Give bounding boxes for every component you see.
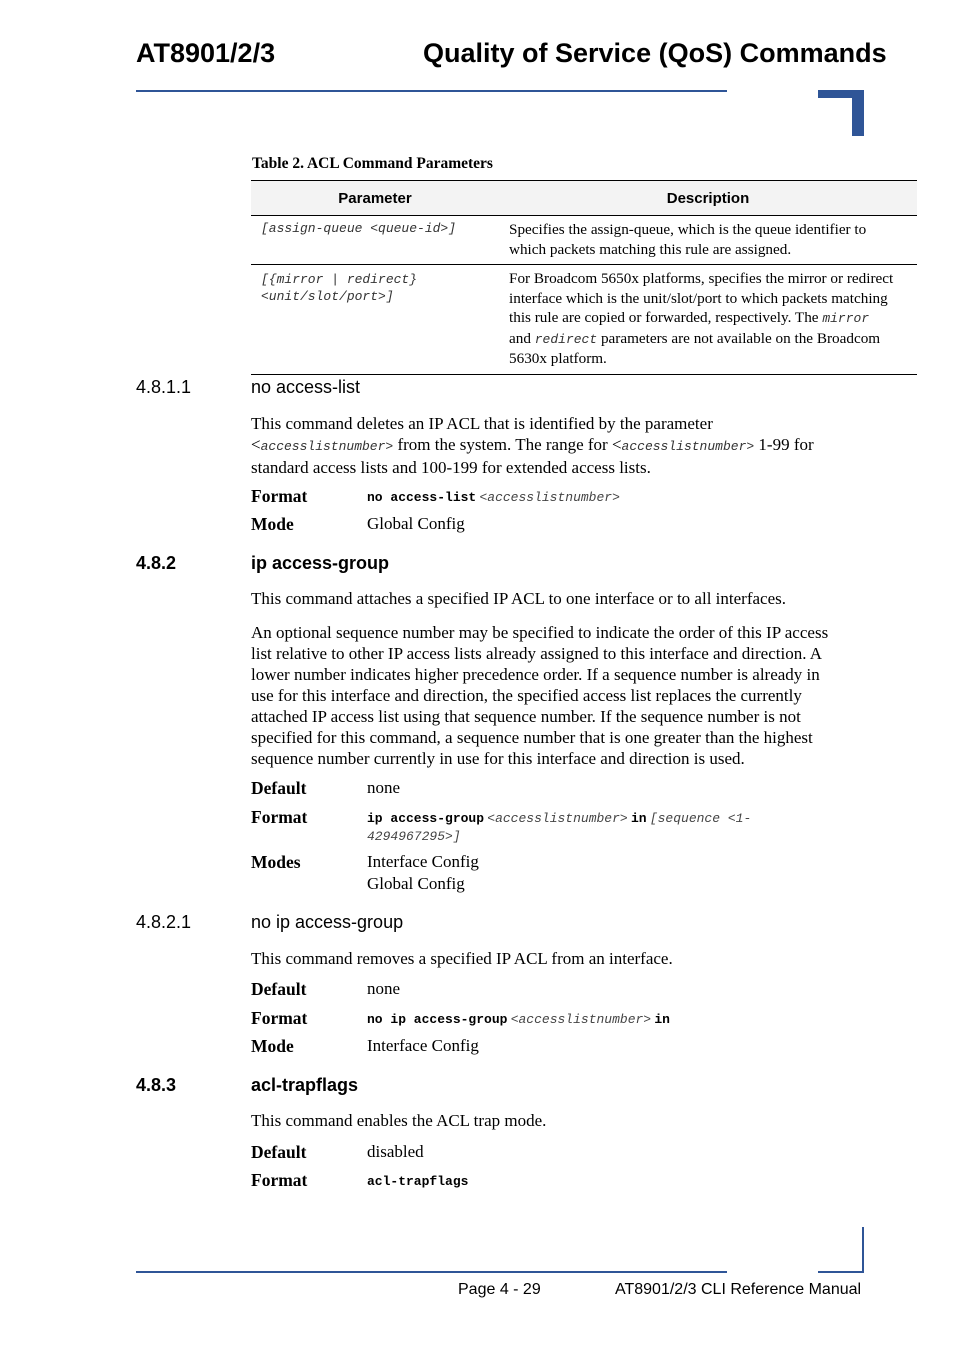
section-paragraph: This command attaches a specified IP ACL to one interface or to all interfaces. (251, 589, 786, 608)
description-line: which packets matching this rule are assigned. (509, 240, 792, 258)
section-paragraph (251, 622, 861, 769)
description-line: Specifies the assign-queue, which is the queue identifier to (509, 221, 867, 238)
format-label: Format (251, 807, 308, 827)
description-line: interface which is the unit/slot/port to which packets matching (509, 289, 888, 307)
header-rule (136, 90, 727, 92)
format-command (367, 1010, 670, 1029)
section-number: 4.8.1.1 (136, 377, 192, 397)
inline-code: accesslistnumber> (621, 439, 755, 454)
description-line (509, 308, 907, 329)
paragraph-text: 1-99 for (754, 435, 814, 454)
default-value: none (367, 979, 401, 998)
format-label: Format (251, 486, 308, 506)
mode-value: Interface Config (367, 1036, 479, 1055)
description-line: 5630x platform. (509, 350, 607, 367)
section-number: 4.8.2.1 (136, 912, 192, 932)
acl-parameters-table (251, 180, 917, 375)
param-cell (251, 216, 499, 265)
format-command-line (367, 809, 751, 828)
command-keyword: no ip access-group (367, 1012, 508, 1027)
format-label: Format (251, 1170, 308, 1190)
paragraph-line: use for this interface and direction, the specified access list replaces the currently (251, 686, 802, 705)
modes-value (367, 851, 479, 895)
section-title: no ip access-group (251, 912, 404, 932)
corner-mark-bottom-horizontal (818, 1271, 864, 1273)
header-product: AT8901/2/3 (136, 38, 276, 68)
param-text: <unit/slot/port>] (261, 289, 394, 304)
section-title: ip access-group (251, 553, 390, 573)
paragraph-line: list relative to other IP access lists already assigned to this interface and direction. A (251, 644, 823, 663)
description-line: For Broadcom 5650x platforms, specifies the mirror or redirect (509, 270, 894, 287)
command-argument: <accesslistnumber> (479, 490, 620, 505)
default-label: Default (251, 979, 307, 999)
paragraph-line: This command deletes an IP ACL that is identified by the parameter (251, 414, 713, 433)
modes-label: Modes (251, 852, 301, 872)
param-text: [assign-queue <queue-id>] (261, 221, 457, 236)
command-keyword: acl-trapflags (367, 1174, 469, 1189)
corner-mark-top-vertical (852, 90, 864, 136)
command-keyword: in (654, 1012, 670, 1027)
table-row (251, 265, 917, 375)
default-value: disabled (367, 1142, 424, 1161)
paragraph-line: sequence number currently in use for this interface and direction is used. (251, 749, 745, 768)
format-label: Format (251, 1008, 308, 1028)
column-header-description: Description (499, 181, 917, 216)
command-keyword: no access-list (367, 490, 477, 505)
footer-rule (136, 1271, 727, 1273)
section-title: acl-trapflags (251, 1075, 359, 1095)
command-argument: [sequence <1- (649, 811, 752, 826)
format-command (367, 1172, 468, 1191)
corner-mark-bottom (862, 1227, 864, 1273)
section-number: 4.8.2 (136, 553, 177, 573)
default-value: none (367, 778, 401, 797)
table-row (251, 216, 917, 265)
section-paragraph: This command removes a specified IP ACL from an interface. (251, 949, 673, 968)
mode-label: Mode (251, 1036, 294, 1056)
format-command (367, 488, 620, 507)
param-cell (251, 265, 499, 375)
mode-item: Global Config (367, 874, 465, 893)
description-text: this rule are copied or forwarded, respectively. The (509, 309, 823, 326)
command-argument: <accesslistnumber> (487, 811, 628, 826)
inline-code: mirror (822, 311, 870, 326)
command-argument: 4294967295>] (367, 829, 461, 844)
header-chapter-title: Quality of Service (QoS) Commands (423, 38, 887, 68)
section-number: 4.8.3 (136, 1075, 177, 1095)
paragraph-line (251, 434, 861, 457)
column-header-parameter: Parameter (251, 181, 499, 216)
description-text: parameters are not available on the Broadcom (597, 329, 881, 347)
paragraph-line: standard access lists and 100-199 for extended access lists. (251, 458, 651, 477)
default-label: Default (251, 778, 307, 798)
param-text: [{mirror | redirect} (261, 272, 418, 287)
inline-code: redirect (534, 331, 598, 347)
paragraph-line: specified for this command, a sequence number that is one greater than the highest (251, 728, 813, 747)
section-title: no access-list (251, 377, 361, 397)
description-line (509, 329, 907, 350)
mode-label: Mode (251, 514, 294, 534)
paragraph-line: An optional sequence number may be specified to indicate the order of this IP access (251, 623, 829, 642)
mode-value: Global Config (367, 514, 465, 533)
command-argument: <accesslistnumber> (510, 1012, 652, 1027)
description-cell (499, 216, 917, 265)
command-keyword: ip access-group (367, 811, 485, 826)
default-label: Default (251, 1142, 307, 1162)
description-cell (499, 265, 917, 375)
inline-code: accesslistnumber> (260, 439, 394, 454)
table-caption: Table 2. ACL Command Parameters (252, 155, 493, 172)
page-number: Page 4 - 29 (458, 1281, 541, 1298)
paragraph-text: from the system. The range for < (393, 435, 622, 454)
paragraph-line: attached IP access list using that sequence number. If the sequence number is not (251, 707, 801, 726)
mode-item: Interface Config (367, 852, 479, 871)
table-header-row (251, 181, 917, 216)
format-command (367, 809, 751, 846)
command-keyword: in (630, 811, 647, 826)
description-text: and (509, 329, 535, 347)
paragraph-text: < (251, 435, 261, 454)
paragraph-line: lower number indicates higher precedence order. If a sequence number is already in (251, 665, 820, 684)
manual-title: AT8901/2/3 CLI Reference Manual (615, 1281, 862, 1298)
section-paragraph: This command enables the ACL trap mode. (251, 1111, 547, 1130)
section-paragraph (251, 413, 861, 478)
